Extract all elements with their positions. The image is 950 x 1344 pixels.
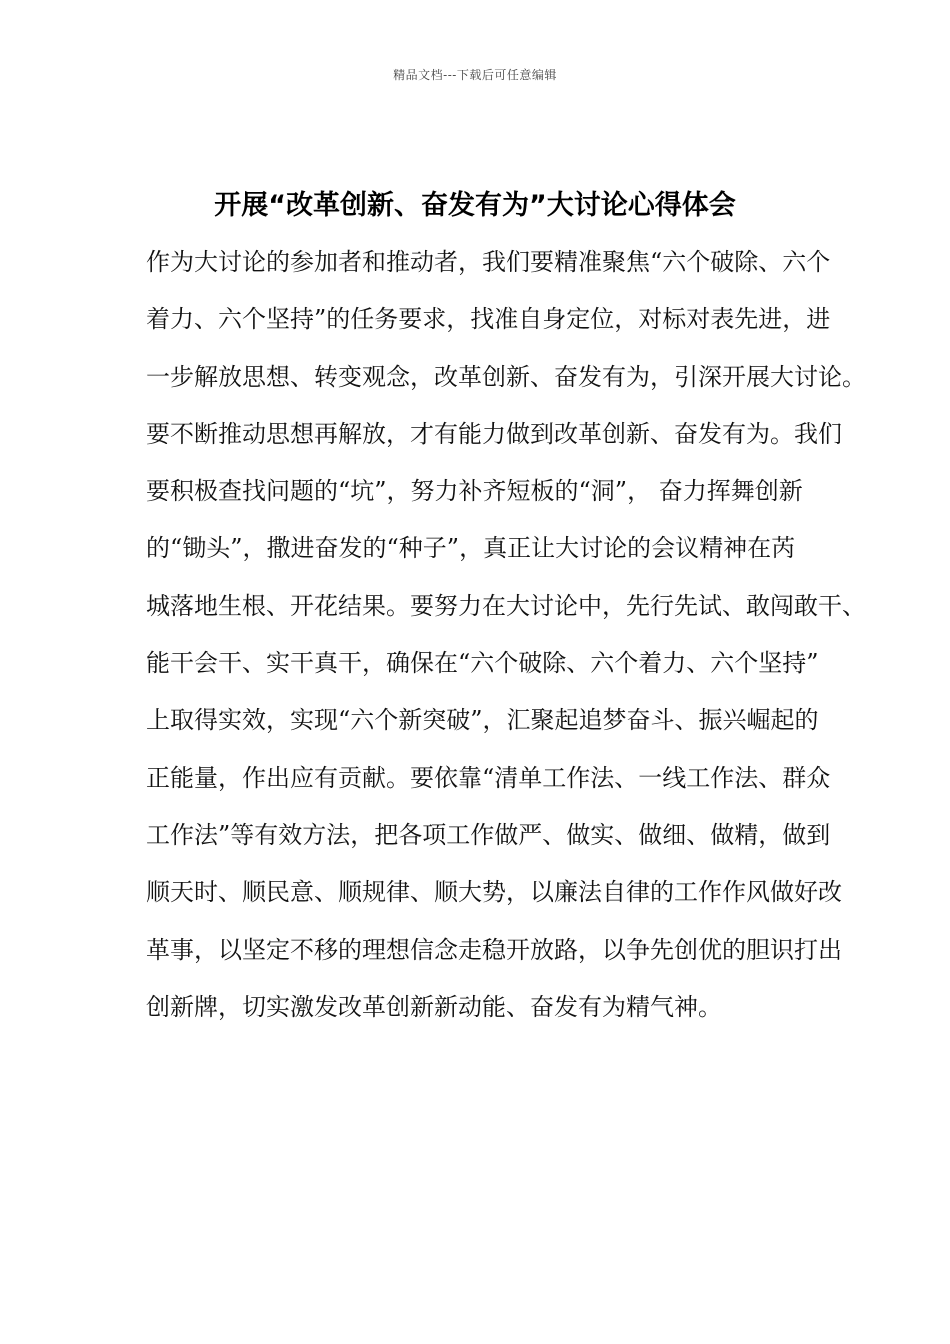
body-line: 工作法”等有效方法，把各项工作做严、做实、做细、做精，做到	[146, 820, 831, 849]
page-header: 精品文档---下载后可任意编辑	[393, 68, 557, 82]
body-line: 上取得实效，实现“六个新突破”，汇聚起追梦奋斗、振兴崛起的	[146, 706, 819, 735]
body-line: 要积极查找问题的“坑”，努力补齐短板的“洞”， 奋力挥舞创新	[146, 477, 803, 506]
body-line: 能干会干、实干真干，确保在“六个破除、六个着力、六个坚持”	[146, 649, 819, 678]
body-line: 创新牌，切实激发改革创新新动能、奋发有为精气神。	[146, 992, 722, 1021]
body-line: 正能量，作出应有贡献。要依靠“清单工作法、一线工作法、群众	[146, 763, 831, 792]
body-line: 作为大讨论的参加者和推动者，我们要精准聚焦“六个破除、六个	[146, 248, 831, 276]
document-body	[146, 240, 866, 1042]
body-line: 一步解放思想、转变观念，改革创新、奋发有为，引深开展大讨论。	[146, 362, 866, 391]
body-line: 要不断推动思想再解放，才有能力做到改革创新、奋发有为。我们	[146, 419, 842, 448]
document-title: 开展“改革创新、奋发有为”大讨论心得体会	[214, 190, 736, 221]
body-line: 城落地生根、开花结果。要努力在大讨论中，先行先试、敢闯敢干、	[146, 591, 866, 620]
body-line: 着力、六个坚持”的任务要求，找准自身定位，对标对表先进，进	[146, 305, 831, 334]
body-line: 的“锄头”，撒进奋发的“种子”，真正让大讨论的会议精神在芮	[146, 534, 796, 563]
body-line: 顺天时、顺民意、顺规律、顺大势，以廉法自律的工作作风做好改	[146, 878, 842, 907]
body-line: 革事，以坚定不移的理想信念走稳开放路，以争先创优的胆识打出	[146, 935, 842, 964]
